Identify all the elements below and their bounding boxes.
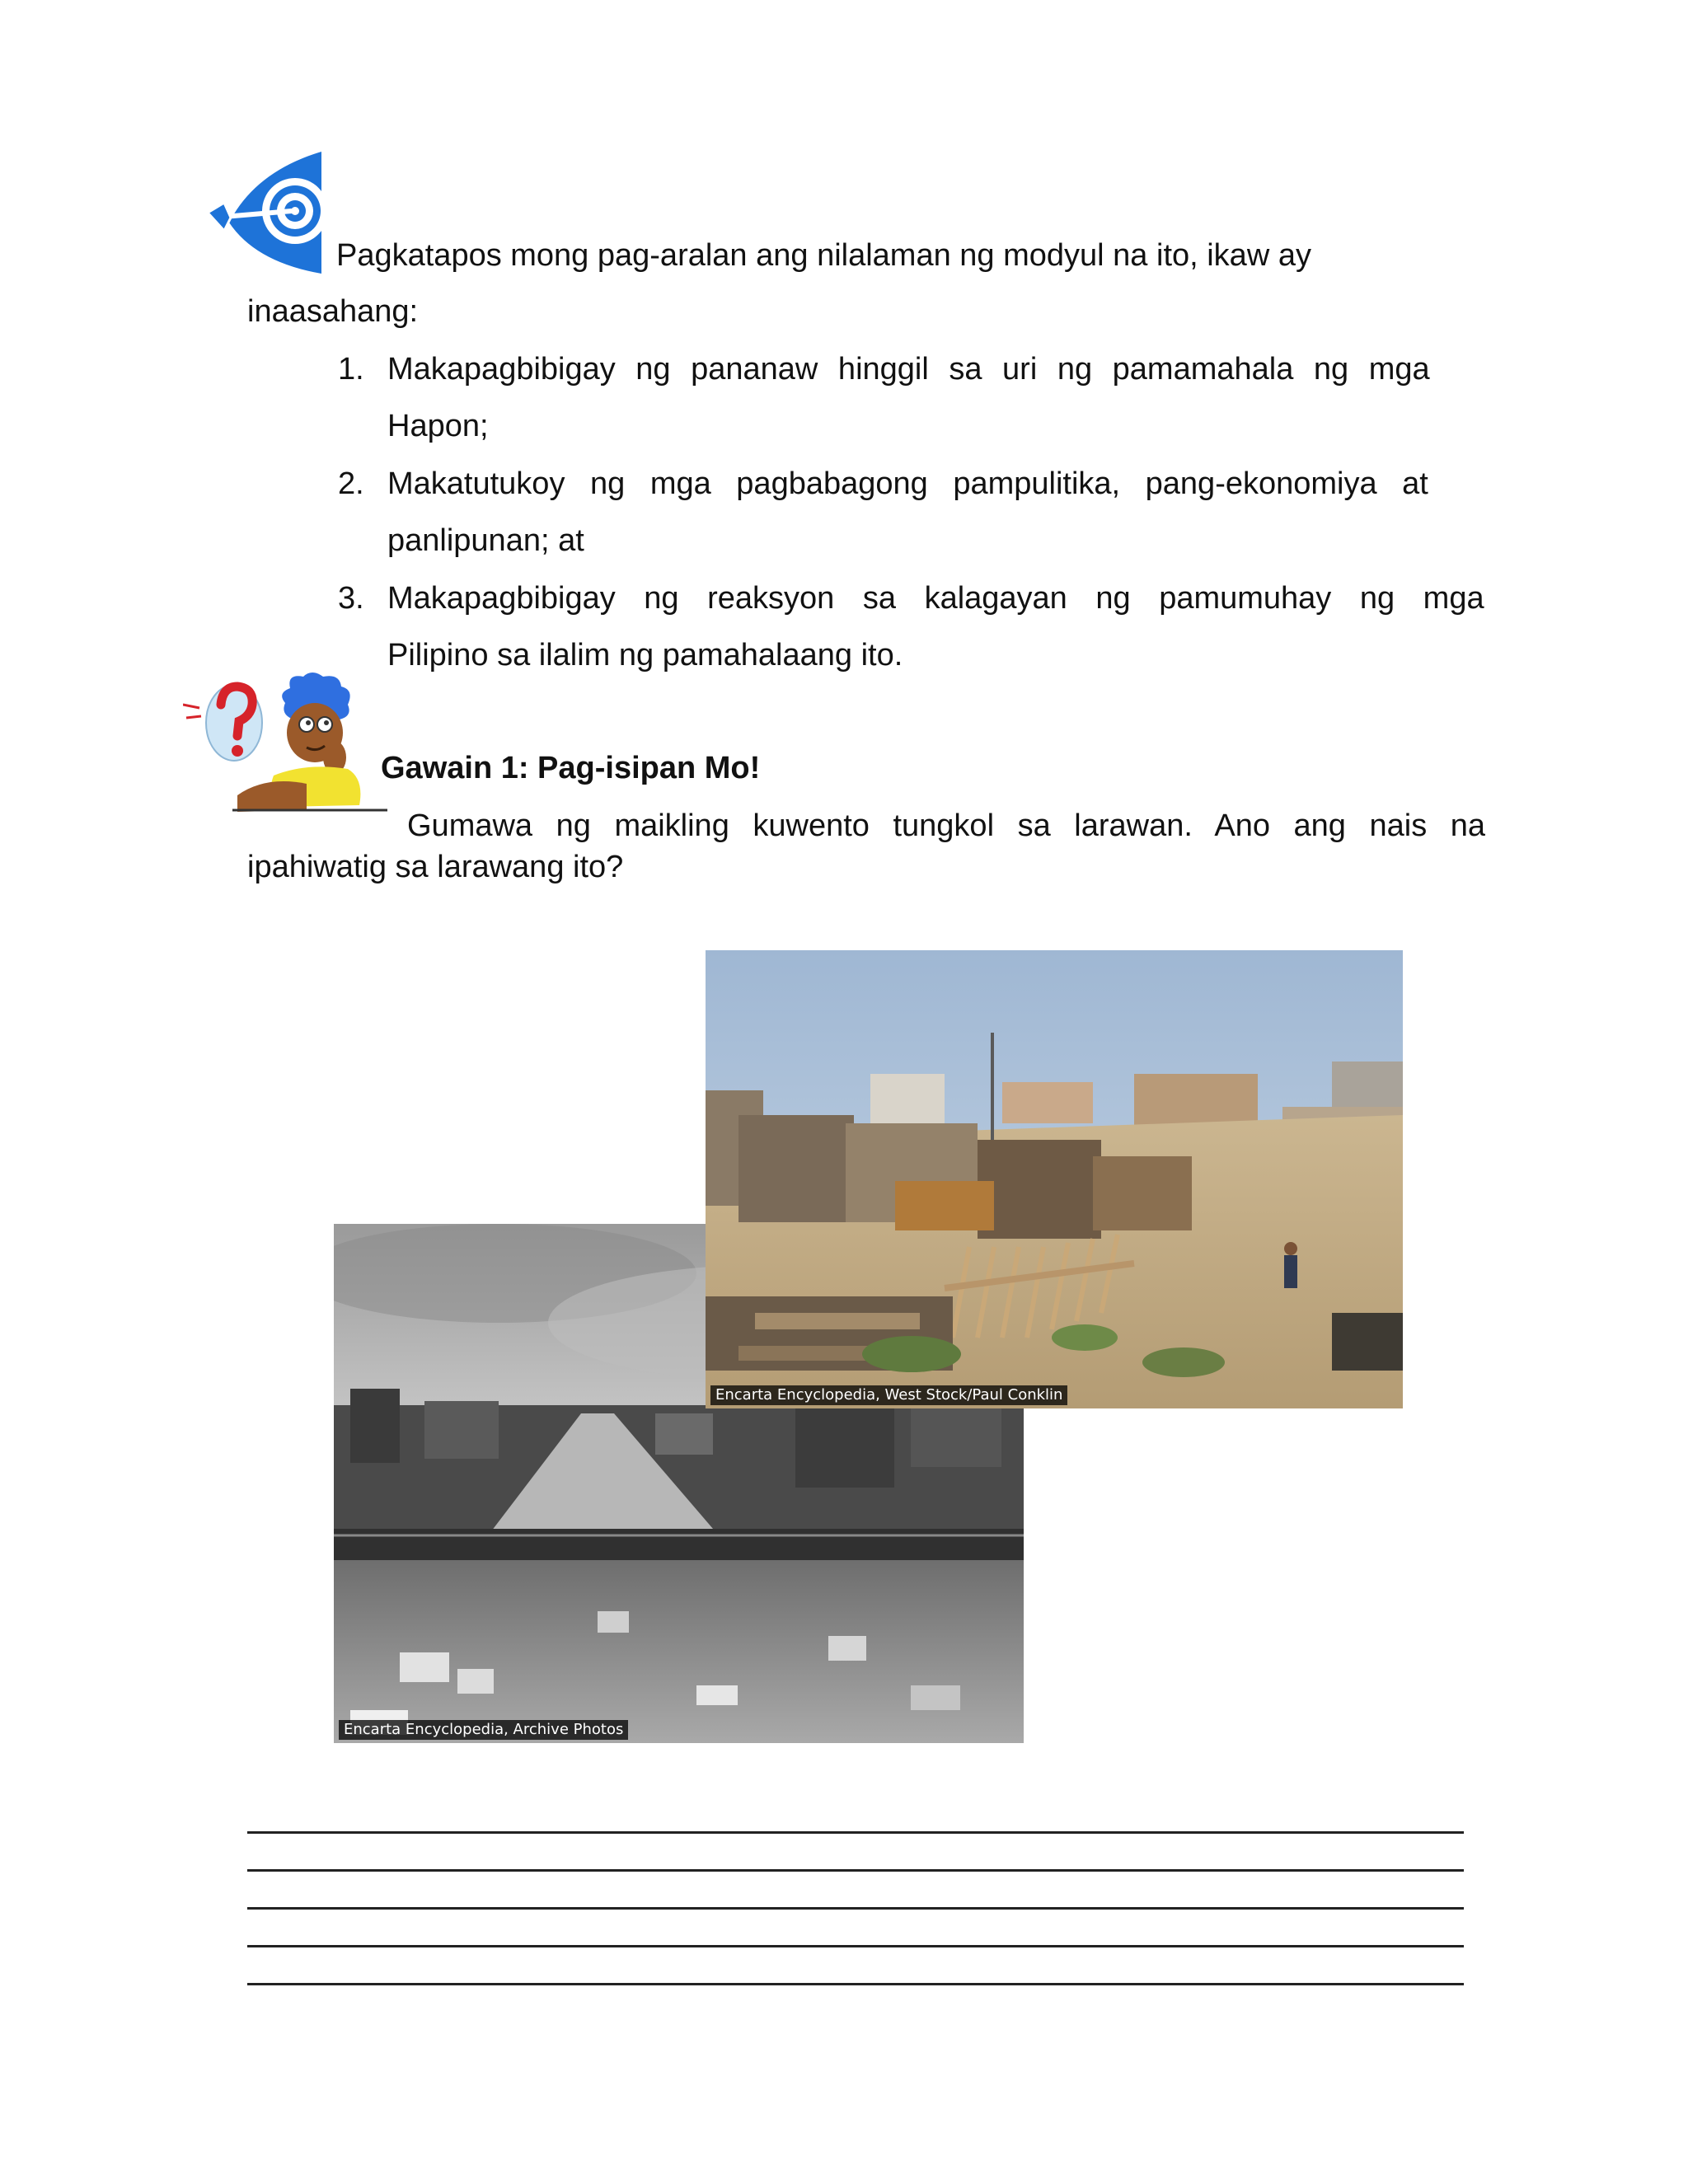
activity-instruction-line1: Gumawa ng maikling kuwento tungkol sa larawan. Ano ang nais na <box>407 808 1486 843</box>
objective-number: 1. <box>338 352 364 387</box>
answer-line[interactable] <box>247 1831 1464 1834</box>
answer-line[interactable] <box>247 1945 1464 1947</box>
shanty-town-photo <box>706 950 1403 1408</box>
photo-caption-top: Encarta Encyclopedia, West Stock/Paul Conklin <box>710 1385 1067 1405</box>
objective-number: 3. <box>338 581 364 616</box>
objectives-intro-line1: Pagkatapos mong pag-aralan ang nilalaman ng modyul na ito, ikaw ay <box>336 238 1311 273</box>
objective-item-3-line2: Pilipino sa ilalim ng pamahalaang ito. <box>387 638 903 673</box>
answer-line[interactable] <box>247 1983 1464 1985</box>
objective-item-1-line1 <box>387 351 1477 389</box>
objective-item-2-line2: panlipunan; at <box>387 523 584 558</box>
objective-item-1-text: Makapagbibigay ng pananaw hinggil sa uri ng pamamahala ng mga <box>387 352 1430 387</box>
answer-line[interactable] <box>247 1907 1464 1910</box>
objective-item-1-line2: Hapon; <box>387 409 489 443</box>
thinking-kid-question-icon <box>183 672 389 828</box>
activity-instruction-line2: ipahiwatig sa larawang ito? <box>247 850 624 884</box>
target-arrow-icon <box>206 147 338 279</box>
objectives-intro-line2: inaasahang: <box>247 294 419 329</box>
objective-item-3-line1: Makapagbibigay ng reaksyon sa kalagayan ng pamumuhay ng mga <box>387 581 1484 616</box>
activity-title: Gawain 1: Pag-isipan Mo! <box>381 751 761 785</box>
objective-item-2-line1: Makatutukoy ng mga pagbabagong pampulitika, pang-ekonomiya at <box>387 466 1428 501</box>
answer-line[interactable] <box>247 1869 1464 1872</box>
objective-number: 2. <box>338 466 364 501</box>
photo-caption-bottom: Encarta Encyclopedia, Archive Photos <box>339 1720 628 1740</box>
